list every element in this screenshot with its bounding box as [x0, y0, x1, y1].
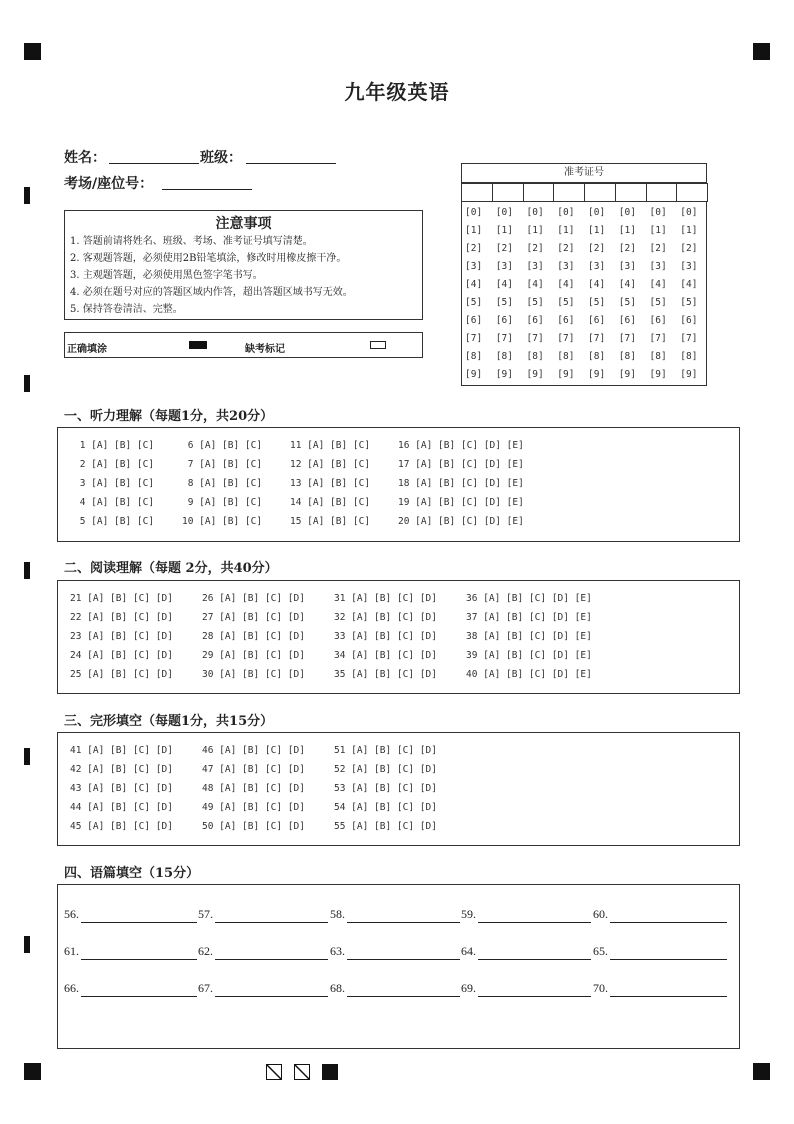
correct-fill-sample	[189, 341, 207, 349]
admission-digit-write-cell[interactable]	[615, 183, 647, 202]
admission-digit-bubble[interactable]: [0]	[526, 207, 544, 218]
admission-digit-bubble[interactable]: [5]	[649, 297, 667, 308]
admission-digit-bubble[interactable]: [7]	[495, 333, 513, 344]
admission-digit-bubble[interactable]: [7]	[588, 333, 606, 344]
page-title: 九年级英语	[344, 80, 450, 104]
cloze-question[interactable]: 47 [A] [B] [C] [D]	[202, 764, 305, 775]
admission-digit-bubble[interactable]: [9]	[495, 369, 513, 380]
listening-question[interactable]: 18 [A] [B] [C] [D] [E]	[398, 478, 524, 489]
admission-digit-bubble[interactable]: [5]	[557, 297, 575, 308]
timing-mark	[24, 936, 30, 953]
listening-question[interactable]: 15 [A] [B] [C]	[290, 516, 371, 527]
admission-digit-bubble[interactable]: [1]	[649, 225, 667, 236]
name-label: 姓名：	[64, 150, 106, 166]
cloze-question[interactable]: 50 [A] [B] [C] [D]	[202, 821, 305, 832]
reading-question[interactable]: 31 [A] [B] [C] [D]	[334, 593, 437, 604]
admission-digit-bubble[interactable]: [4]	[495, 279, 513, 290]
admission-digit-bubble[interactable]: [8]	[495, 351, 513, 362]
listening-question[interactable]: 1 [A] [B] [C]	[74, 440, 155, 451]
reading-question[interactable]: 24 [A] [B] [C] [D]	[70, 650, 173, 661]
section-title-cloze: 三、完形填空（每题1分，共15分）	[64, 714, 274, 729]
blank-number: 70.	[593, 981, 608, 995]
reading-question[interactable]: 37 [A] [B] [C] [D] [E]	[466, 612, 592, 623]
notice-item: 5. 保持答卷清洁、完整。	[70, 304, 183, 315]
admission-digit-bubble[interactable]: [1]	[557, 225, 575, 236]
class-field[interactable]	[246, 149, 336, 164]
cloze-question[interactable]: 51 [A] [B] [C] [D]	[334, 745, 437, 756]
admission-digit-bubble[interactable]: [8]	[618, 351, 636, 362]
admission-digit-bubble[interactable]: [6]	[618, 315, 636, 326]
notice-title: 注意事项	[215, 216, 272, 232]
reading-question[interactable]: 23 [A] [B] [C] [D]	[70, 631, 173, 642]
admission-digit-bubble[interactable]: [7]	[557, 333, 575, 344]
notice-item: 1. 答题前请将姓名、班级、考场、准考证号填写清楚。	[70, 236, 313, 247]
admission-digit-bubble[interactable]: [4]	[618, 279, 636, 290]
listening-question[interactable]: 3 [A] [B] [C]	[74, 478, 155, 489]
blank-number: 66.	[64, 981, 79, 995]
admission-digit-bubble[interactable]: [2]	[618, 243, 636, 254]
name-field[interactable]	[109, 149, 199, 164]
admission-digit-bubble[interactable]: [7]	[465, 333, 483, 344]
admission-digit-bubble[interactable]: [0]	[680, 207, 698, 218]
section-title-passage-fill: 四、语篇填空（15分）	[64, 866, 200, 881]
blank-answer-line[interactable]	[478, 921, 591, 923]
admission-digit-bubble[interactable]: [1]	[680, 225, 698, 236]
admission-digit-write-cell[interactable]	[646, 183, 678, 202]
page-code-slash-mark	[294, 1064, 310, 1080]
admission-digit-bubble[interactable]: [7]	[649, 333, 667, 344]
cloze-question[interactable]: 54 [A] [B] [C] [D]	[334, 802, 437, 813]
blank-answer-line[interactable]	[478, 995, 591, 997]
cloze-question[interactable]: 43 [A] [B] [C] [D]	[70, 783, 173, 794]
admission-digit-bubble[interactable]: [4]	[526, 279, 544, 290]
admission-digit-bubble[interactable]: [9]	[465, 369, 483, 380]
admission-digit-bubble[interactable]: [2]	[680, 243, 698, 254]
blank-answer-line[interactable]	[81, 921, 197, 923]
listening-question[interactable]: 6 [A] [B] [C]	[182, 440, 263, 451]
cloze-question[interactable]: 45 [A] [B] [C] [D]	[70, 821, 173, 832]
admission-digit-bubble[interactable]: [3]	[557, 261, 575, 272]
reading-question[interactable]: 40 [A] [B] [C] [D] [E]	[466, 669, 592, 680]
admission-digit-bubble[interactable]: [7]	[618, 333, 636, 344]
admission-digit-bubble[interactable]: [6]	[495, 315, 513, 326]
blank-number: 58.	[330, 907, 345, 921]
reading-question[interactable]: 30 [A] [B] [C] [D]	[202, 669, 305, 680]
listening-question[interactable]: 9 [A] [B] [C]	[182, 497, 263, 508]
blank-number: 67.	[198, 981, 213, 995]
reading-question[interactable]: 35 [A] [B] [C] [D]	[334, 669, 437, 680]
timing-mark	[24, 562, 30, 579]
blank-answer-line[interactable]	[215, 995, 328, 997]
admission-digit-bubble[interactable]: [3]	[649, 261, 667, 272]
blank-answer-line[interactable]	[215, 921, 328, 923]
admission-digit-write-cell[interactable]	[523, 183, 555, 202]
timing-mark	[24, 187, 30, 204]
admission-digit-bubble[interactable]: [9]	[618, 369, 636, 380]
notice-item: 4. 必须在题号对应的答题区域内作答，超出答题区域书写无效。	[70, 287, 353, 298]
blank-number: 64.	[461, 944, 476, 958]
reading-question[interactable]: 32 [A] [B] [C] [D]	[334, 612, 437, 623]
admission-digit-bubble[interactable]: [3]	[618, 261, 636, 272]
admission-digit-bubble[interactable]: [2]	[495, 243, 513, 254]
admission-digit-bubble[interactable]: [5]	[465, 297, 483, 308]
cloze-question[interactable]: 49 [A] [B] [C] [D]	[202, 802, 305, 813]
admission-digit-bubble[interactable]: [0]	[649, 207, 667, 218]
admission-digit-bubble[interactable]: [4]	[588, 279, 606, 290]
listening-question[interactable]: 17 [A] [B] [C] [D] [E]	[398, 459, 524, 470]
cloze-question[interactable]: 41 [A] [B] [C] [D]	[70, 745, 173, 756]
blank-answer-line[interactable]	[610, 958, 727, 960]
listening-question[interactable]: 20 [A] [B] [C] [D] [E]	[398, 516, 524, 527]
blank-number: 63.	[330, 944, 345, 958]
admission-digit-bubble[interactable]: [4]	[465, 279, 483, 290]
reading-question[interactable]: 25 [A] [B] [C] [D]	[70, 669, 173, 680]
blank-number: 65.	[593, 944, 608, 958]
reading-question[interactable]: 28 [A] [B] [C] [D]	[202, 631, 305, 642]
corner-mark-bottom-left	[24, 1063, 41, 1080]
admission-digit-bubble[interactable]: [3]	[588, 261, 606, 272]
admission-digit-bubble[interactable]: [5]	[618, 297, 636, 308]
corner-mark-bottom-right	[753, 1063, 770, 1080]
blank-number: 69.	[461, 981, 476, 995]
blank-number: 68.	[330, 981, 345, 995]
seat-label: 考场/座位号：	[64, 176, 154, 192]
admission-digit-bubble[interactable]: [4]	[557, 279, 575, 290]
listening-question[interactable]: 11 [A] [B] [C]	[290, 440, 371, 451]
admission-digit-bubble[interactable]: [4]	[680, 279, 698, 290]
admission-digit-bubble[interactable]: [0]	[618, 207, 636, 218]
listening-question[interactable]: 7 [A] [B] [C]	[182, 459, 263, 470]
cloze-question[interactable]: 53 [A] [B] [C] [D]	[334, 783, 437, 794]
admission-digit-bubble[interactable]: [3]	[495, 261, 513, 272]
admission-digit-bubble[interactable]: [7]	[526, 333, 544, 344]
seat-field[interactable]	[162, 175, 252, 190]
listening-question[interactable]: 19 [A] [B] [C] [D] [E]	[398, 497, 524, 508]
reading-question[interactable]: 34 [A] [B] [C] [D]	[334, 650, 437, 661]
notice-item: 2. 客观题答题，必须使用2B铅笔填涂，修改时用橡皮擦干净。	[70, 253, 347, 264]
admission-digit-bubble[interactable]: [1]	[618, 225, 636, 236]
admission-digit-bubble[interactable]: [2]	[557, 243, 575, 254]
listening-question[interactable]: 8 [A] [B] [C]	[182, 478, 263, 489]
admission-digit-bubble[interactable]: [2]	[649, 243, 667, 254]
blank-answer-line[interactable]	[81, 995, 197, 997]
blank-answer-line[interactable]	[347, 995, 460, 997]
admission-digit-bubble[interactable]: [0]	[557, 207, 575, 218]
admission-digit-bubble[interactable]: [9]	[557, 369, 575, 380]
notice-box	[64, 210, 423, 320]
admission-digit-bubble[interactable]: [9]	[649, 369, 667, 380]
admission-header: 准考证号	[461, 163, 707, 183]
reading-question[interactable]: 26 [A] [B] [C] [D]	[202, 593, 305, 604]
cloze-question[interactable]: 52 [A] [B] [C] [D]	[334, 764, 437, 775]
admission-digit-bubble[interactable]: [0]	[495, 207, 513, 218]
blank-number: 59.	[461, 907, 476, 921]
reading-question[interactable]: 22 [A] [B] [C] [D]	[70, 612, 173, 623]
admission-digit-bubble[interactable]: [9]	[588, 369, 606, 380]
blank-answer-line[interactable]	[215, 958, 328, 960]
reading-question[interactable]: 38 [A] [B] [C] [D] [E]	[466, 631, 592, 642]
admission-digit-write-cell[interactable]	[492, 183, 524, 202]
notice-item: 3. 主观题答题，必须使用黑色签字笔书写。	[70, 270, 263, 281]
cloze-question[interactable]: 55 [A] [B] [C] [D]	[334, 821, 437, 832]
admission-digit-bubble[interactable]: [1]	[526, 225, 544, 236]
corner-mark-top-right	[753, 43, 770, 60]
admission-digit-bubble[interactable]: [5]	[526, 297, 544, 308]
admission-digit-bubble[interactable]: [2]	[588, 243, 606, 254]
admission-digit-bubble[interactable]: [8]	[588, 351, 606, 362]
passage-fill-answer-box	[57, 884, 740, 1049]
admission-digit-bubble[interactable]: [4]	[649, 279, 667, 290]
timing-mark	[24, 375, 30, 392]
admission-digit-bubble[interactable]: [5]	[680, 297, 698, 308]
admission-digit-bubble[interactable]: [6]	[557, 315, 575, 326]
section-title-reading: 二、阅读理解（每题 2分，共40分）	[64, 561, 278, 576]
admission-digit-bubble[interactable]: [9]	[526, 369, 544, 380]
class-label: 班级：	[200, 150, 242, 166]
cloze-question[interactable]: 46 [A] [B] [C] [D]	[202, 745, 305, 756]
blank-answer-line[interactable]	[347, 921, 460, 923]
listening-question[interactable]: 13 [A] [B] [C]	[290, 478, 371, 489]
reading-question[interactable]: 39 [A] [B] [C] [D] [E]	[466, 650, 592, 661]
blank-number: 61.	[64, 944, 79, 958]
admission-digit-bubble[interactable]: [6]	[526, 315, 544, 326]
reading-question[interactable]: 27 [A] [B] [C] [D]	[202, 612, 305, 623]
fill-example-box	[64, 332, 423, 358]
reading-question[interactable]: 33 [A] [B] [C] [D]	[334, 631, 437, 642]
admission-digit-bubble[interactable]: [8]	[680, 351, 698, 362]
listening-question[interactable]: 14 [A] [B] [C]	[290, 497, 371, 508]
admission-digit-write-cell[interactable]	[584, 183, 616, 202]
corner-mark-top-left	[24, 43, 41, 60]
reading-question[interactable]: 29 [A] [B] [C] [D]	[202, 650, 305, 661]
admission-digit-bubble[interactable]: [3]	[680, 261, 698, 272]
cloze-question[interactable]: 44 [A] [B] [C] [D]	[70, 802, 173, 813]
blank-number: 56.	[64, 907, 79, 921]
listening-question[interactable]: 12 [A] [B] [C]	[290, 459, 371, 470]
absent-mark-box[interactable]	[370, 341, 386, 349]
admission-digit-bubble[interactable]: [7]	[680, 333, 698, 344]
admission-digit-bubble[interactable]: [6]	[588, 315, 606, 326]
admission-digit-write-cell[interactable]	[461, 183, 493, 202]
admission-digit-bubble[interactable]: [2]	[526, 243, 544, 254]
admission-digit-bubble[interactable]: [0]	[588, 207, 606, 218]
admission-digit-bubble[interactable]: [8]	[557, 351, 575, 362]
page-code-filled-mark	[322, 1064, 338, 1080]
timing-mark	[24, 748, 30, 765]
absent-mark-label: 缺考标记	[245, 344, 285, 355]
admission-digit-bubble[interactable]: [6]	[680, 315, 698, 326]
admission-digit-bubble[interactable]: [8]	[649, 351, 667, 362]
blank-answer-line[interactable]	[610, 995, 727, 997]
admission-digit-bubble[interactable]: [1]	[588, 225, 606, 236]
admission-digit-write-cell[interactable]	[676, 183, 708, 202]
blank-number: 60.	[593, 907, 608, 921]
blank-answer-line[interactable]	[478, 958, 591, 960]
admission-digit-bubble[interactable]: [3]	[526, 261, 544, 272]
correct-fill-label: 正确填涂	[67, 344, 107, 355]
listening-question[interactable]: 4 [A] [B] [C]	[74, 497, 155, 508]
listening-question[interactable]: 5 [A] [B] [C]	[74, 516, 155, 527]
admission-digit-bubble[interactable]: [5]	[588, 297, 606, 308]
admission-digit-bubble[interactable]: [0]	[465, 207, 483, 218]
admission-digit-bubble[interactable]: [5]	[495, 297, 513, 308]
blank-answer-line[interactable]	[610, 921, 727, 923]
blank-answer-line[interactable]	[81, 958, 197, 960]
cloze-question[interactable]: 48 [A] [B] [C] [D]	[202, 783, 305, 794]
blank-number: 57.	[198, 907, 213, 921]
admission-digit-bubble[interactable]: [1]	[465, 225, 483, 236]
admission-digit-bubble[interactable]: [9]	[680, 369, 698, 380]
admission-digit-bubble[interactable]: [8]	[465, 351, 483, 362]
cloze-question[interactable]: 42 [A] [B] [C] [D]	[70, 764, 173, 775]
reading-question[interactable]: 36 [A] [B] [C] [D] [E]	[466, 593, 592, 604]
section-title-listening: 一、听力理解（每题1分，共20分）	[64, 409, 274, 424]
blank-number: 62.	[198, 944, 213, 958]
admission-digit-write-cell[interactable]	[553, 183, 585, 202]
listening-question[interactable]: 10 [A] [B] [C]	[182, 516, 263, 527]
admission-digit-bubble[interactable]: [6]	[649, 315, 667, 326]
blank-answer-line[interactable]	[347, 958, 460, 960]
page-code-slash-mark	[266, 1064, 282, 1080]
listening-question[interactable]: 16 [A] [B] [C] [D] [E]	[398, 440, 524, 451]
admission-digit-bubble[interactable]: [1]	[495, 225, 513, 236]
admission-digit-bubble[interactable]: [6]	[465, 315, 483, 326]
admission-digit-bubble[interactable]: [3]	[465, 261, 483, 272]
reading-question[interactable]: 21 [A] [B] [C] [D]	[70, 593, 173, 604]
admission-digit-bubble[interactable]: [2]	[465, 243, 483, 254]
admission-digit-bubble[interactable]: [8]	[526, 351, 544, 362]
listening-question[interactable]: 2 [A] [B] [C]	[74, 459, 155, 470]
